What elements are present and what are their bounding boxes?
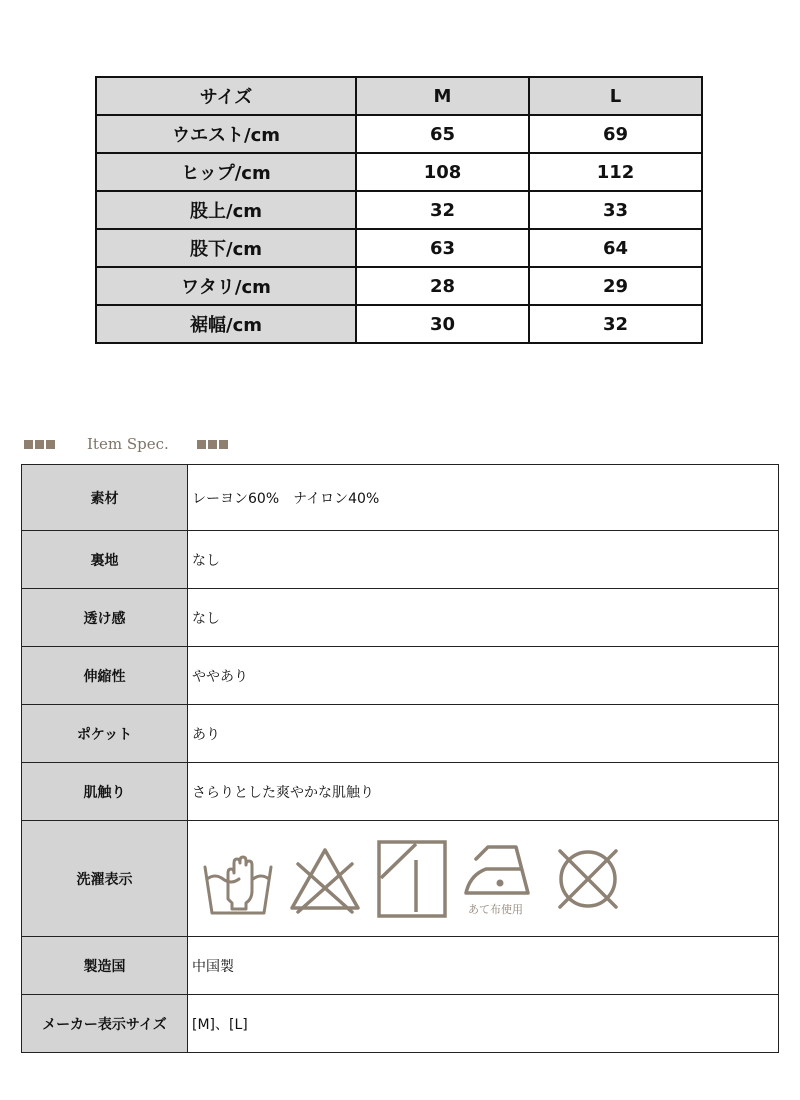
size-table-header <box>96 77 702 115</box>
size-row-hip <box>96 153 702 191</box>
spec-key: 肌触り <box>22 763 188 821</box>
spec-table <box>21 464 779 1053</box>
spec-row-texture <box>22 763 779 821</box>
value-m: 108 <box>356 153 529 191</box>
row-label: 股上/cm <box>96 191 356 229</box>
spec-value: 中国製 <box>188 937 779 995</box>
spec-row-maker-size <box>22 995 779 1053</box>
spec-value: あり <box>188 705 779 763</box>
value-l: 32 <box>529 305 702 343</box>
spec-row-material <box>22 465 779 531</box>
spec-key: メーカー表示サイズ <box>22 995 188 1053</box>
line-dry-shade-icon <box>376 838 448 920</box>
care-icons <box>188 821 779 937</box>
spec-key: 素材 <box>22 465 188 531</box>
spec-value: なし <box>188 531 779 589</box>
decor-squares-right <box>197 440 230 449</box>
value-m: 65 <box>356 115 529 153</box>
spec-value: なし <box>188 589 779 647</box>
row-label: 裾幅/cm <box>96 305 356 343</box>
row-label: ウエスト/cm <box>96 115 356 153</box>
value-m: 63 <box>356 229 529 267</box>
spec-row-lining <box>22 531 779 589</box>
value-l: 64 <box>529 229 702 267</box>
size-row-hem <box>96 305 702 343</box>
row-label: 股下/cm <box>96 229 356 267</box>
value-m: 28 <box>356 267 529 305</box>
spec-row-care <box>22 821 779 937</box>
size-row-inseam <box>96 229 702 267</box>
size-row-waist <box>96 115 702 153</box>
row-label: ヒップ/cm <box>96 153 356 191</box>
value-l: 33 <box>529 191 702 229</box>
spec-row-sheerness <box>22 589 779 647</box>
spec-row-origin <box>22 937 779 995</box>
value-m: 30 <box>356 305 529 343</box>
no-bleach-icon <box>288 844 362 914</box>
size-row-thigh <box>96 267 702 305</box>
section-title: Item Spec. <box>87 435 169 453</box>
size-table <box>95 76 703 344</box>
spec-key: ポケット <box>22 705 188 763</box>
spec-key: 洗濯表示 <box>22 821 188 937</box>
spec-value: ややあり <box>188 647 779 705</box>
spec-key: 裏地 <box>22 531 188 589</box>
header-l: L <box>529 77 702 115</box>
no-tumble-dry-icon <box>552 843 624 915</box>
spec-value: [M]、[L] <box>188 995 779 1053</box>
hand-wash-icon <box>202 839 274 919</box>
spec-key: 伸縮性 <box>22 647 188 705</box>
spec-row-stretch <box>22 647 779 705</box>
size-row-rise <box>96 191 702 229</box>
spec-key: 透け感 <box>22 589 188 647</box>
value-l: 112 <box>529 153 702 191</box>
spec-value: レーヨン60% ナイロン40% <box>188 465 779 531</box>
iron-caption: あて布使用 <box>468 902 523 916</box>
spec-key: 製造国 <box>22 937 188 995</box>
row-label: ワタリ/cm <box>96 267 356 305</box>
spec-value: さらりとした爽やかな肌触り <box>188 763 779 821</box>
value-m: 32 <box>356 191 529 229</box>
iron-low-with-cloth-icon <box>462 837 538 921</box>
value-l: 29 <box>529 267 702 305</box>
item-spec-header <box>24 432 230 456</box>
spec-row-pocket <box>22 705 779 763</box>
value-l: 69 <box>529 115 702 153</box>
header-m: M <box>356 77 529 115</box>
header-size: サイズ <box>96 77 356 115</box>
decor-squares-left <box>24 440 57 449</box>
